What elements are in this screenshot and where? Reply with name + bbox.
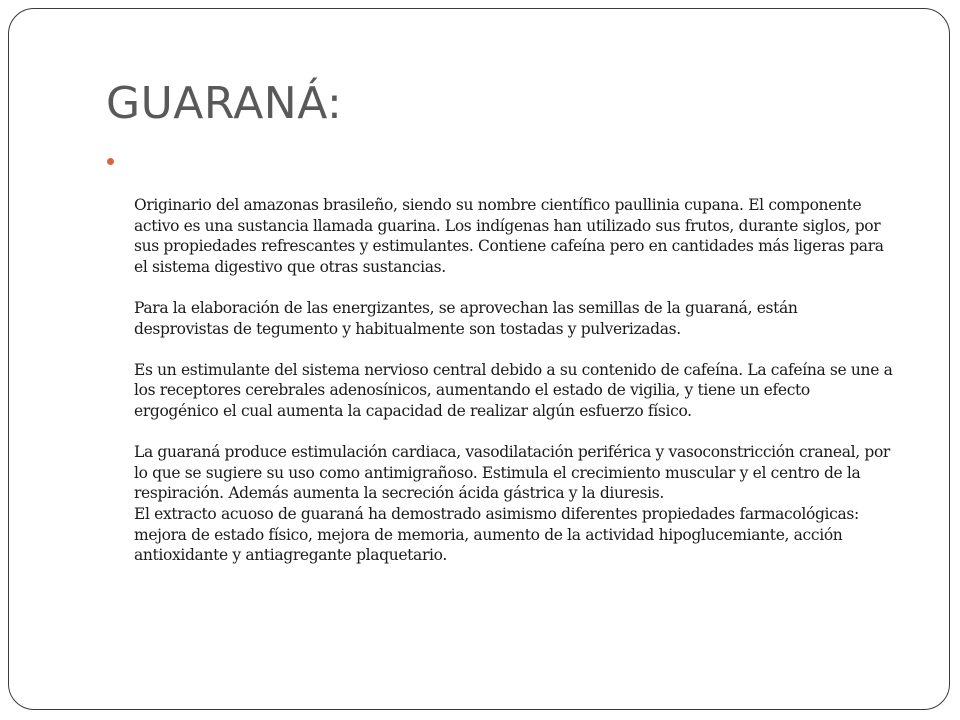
slide-title: GUARANÁ: xyxy=(106,78,343,129)
paragraph-elaboration: Para la elaboración de las energizantes, se aprovechan las semillas de la guaraná, están desprovistas de tegumento y habitualmente son tostadas y pulverizadas. xyxy=(134,298,798,338)
paragraph-stimulant: Es un estimulante del sistema nervioso central debido a su contenido de cafeína. La cafeína se une a los receptores cerebrales adenosínicos, aumentando el estado de vigilia, y tiene un efecto ergogénico el cual aumenta la capacidad de realizar algún esfuerzo físico. xyxy=(134,360,893,420)
paragraph-origin: Originario del amazonas brasileño, siendo su nombre científico paullinia cupana. El componente activo es una sustancia llamada guarina. Los indígenas han utilizado sus frutos, durante siglos, por sus propiedades refrescantes y estimulantes. Contiene cafeína pero en cantidades más ligeras para el sistema digestivo que otras sustancias. xyxy=(134,196,884,276)
bullet-dot-icon xyxy=(107,158,114,165)
paragraph-effects: La guaraná produce estimulación cardiaca, vasodilatación periférica y vasoconstricción craneal, por lo que se sugiere su uso como antimigrañoso. Estimula el crecimiento muscular y el centro de la respiración. Además aumenta la secreción ácida gástrica y la diuresis. xyxy=(134,443,890,503)
paragraph-pharmacology: El extracto acuoso de guaraná ha demostrado asimismo diferentes propiedades farmacológicas: mejora de estado físico, mejora de memoria, aumento de la actividad hipoglucemiante, acción antioxidante y antiagregante plaquetario. xyxy=(134,504,859,565)
slide-body xyxy=(134,195,894,566)
